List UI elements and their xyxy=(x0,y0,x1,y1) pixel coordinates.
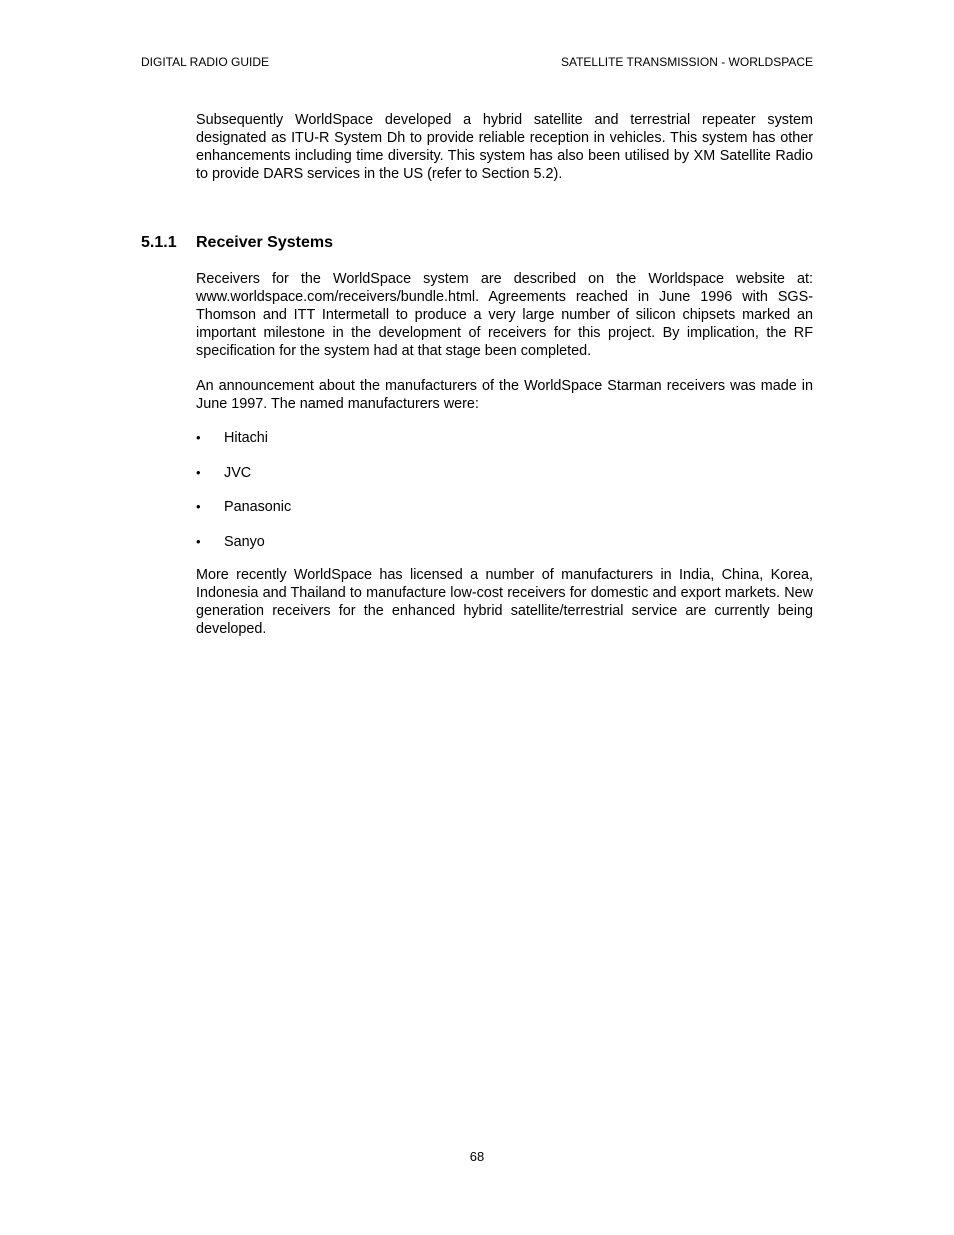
section-title: Receiver Systems xyxy=(196,234,333,251)
list-item-text: JVC xyxy=(224,465,252,481)
running-header-right: SATELLITE TRANSMISSION - WORLDSPACE xyxy=(560,55,813,69)
announcement-paragraph: An announcement about the manufacturers of the WorldSpace Starman receivers was made in June 1997. The named manufacturers were: xyxy=(196,378,813,412)
recent-developments-paragraph: More recently WorldSpace has licensed a number of manufacturers in India, China, Korea, Indonesia and Thailand to manufacture low-cost receivers for domestic and export markets. New generation receivers for the enhanced hybrid satellite/terrestrial service are currently being developed. xyxy=(196,567,813,637)
section-number: 5.1.1 xyxy=(141,234,177,251)
list-item-text: Hitachi xyxy=(224,430,268,446)
receivers-paragraph: Receivers for the WorldSpace system are described on the Worldspace website at: www.worldspace.com/receivers/bundle.html. Agreements reached in June 1996 with SGS-Thomson and ITT Intermetall to produce a very large number of silicon chipsets marked an important milestone in the development of receivers for this project. By implication, the RF specification for the system had at that stage been completed. xyxy=(196,271,813,359)
bullet-icon: • xyxy=(196,499,201,514)
section-heading xyxy=(141,233,333,252)
bullet-icon: • xyxy=(196,430,201,445)
list-item-text: Panasonic xyxy=(224,499,292,515)
page-number: 68 xyxy=(469,1149,485,1164)
intro-paragraph: Subsequently WorldSpace developed a hybrid satellite and terrestrial repeater system designated as ITU-R System Dh to provide reliable reception in vehicles. This system has other enhancements including time diversity. This system has also been utilised by XM Satellite Radio to provide DARS services in the US (refer to Section 5.2). xyxy=(196,112,813,182)
list-item-text: Sanyo xyxy=(224,534,265,550)
bullet-icon: • xyxy=(196,534,201,549)
bullet-icon: • xyxy=(196,465,201,480)
running-header-left: DIGITAL RADIO GUIDE xyxy=(141,55,270,69)
